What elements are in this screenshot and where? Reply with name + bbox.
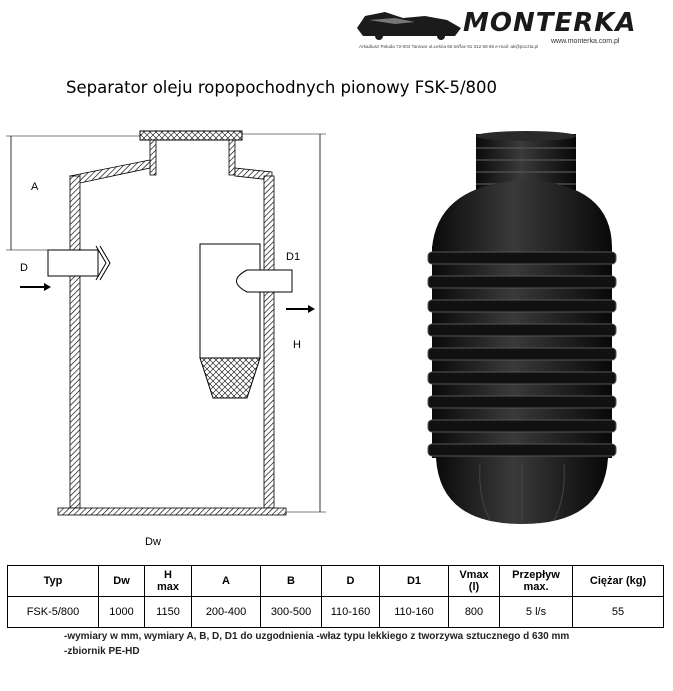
- dimension-label-a: A: [31, 181, 39, 193]
- cell-hmax: 1150: [145, 597, 192, 628]
- document-title: Separator oleju ropopochodnych pionowy FSK-5/800: [66, 78, 498, 97]
- inlet-pipe: [48, 250, 98, 276]
- base-plate: [58, 508, 286, 515]
- separator-cross-section-diagram: [0, 120, 340, 520]
- logo-address: Arkadiusz Paluda 72-004 Tanowo ul.Leśna 65 tel/fax 91 312 68 65 e-mail: ak@poczta.pl: [359, 44, 539, 49]
- col-header-typ: Typ: [8, 566, 99, 597]
- cell-d: 110-160: [322, 597, 380, 628]
- note-dimensions: -wymiary w mm, wymiary A, B, D, D1 do uzgodnienia -właz typu lekkiego z tworzywa sztucznego d 630 mm: [64, 631, 570, 642]
- dimension-label-d1: D1: [286, 251, 301, 263]
- cell-ciezar: 55: [573, 597, 664, 628]
- col-header-ciezar: Ciężar (kg): [573, 566, 664, 597]
- dimension-label-d: D: [20, 262, 28, 274]
- right-wall: [264, 176, 274, 508]
- separator-tank-image: [420, 128, 620, 528]
- note-material: -zbiornik PE-HD: [64, 646, 140, 657]
- table-header-row: [8, 566, 664, 597]
- cell-a: 200-400: [192, 597, 261, 628]
- truck-logo-icon: [355, 6, 465, 42]
- table-row: [8, 597, 664, 628]
- col-header-d: D: [322, 566, 380, 597]
- cell-d1: 110-160: [380, 597, 449, 628]
- manhole-lid: [140, 131, 242, 140]
- cell-przeplyw: 5 l/s: [500, 597, 573, 628]
- specification-table: [7, 565, 664, 628]
- company-logo: [355, 4, 671, 52]
- logo-url: www.monterka.com.pl: [551, 38, 620, 45]
- col-header-d1: D1: [380, 566, 449, 597]
- col-header-hmax: H max: [145, 566, 192, 597]
- col-header-przeplyw: Przepływ max.: [500, 566, 573, 597]
- cell-typ: FSK-5/800: [8, 597, 99, 628]
- col-header-dw: Dw: [99, 566, 145, 597]
- logo-wordmark: MONTERKA: [463, 8, 637, 38]
- cell-b: 300-500: [261, 597, 322, 628]
- col-header-b: B: [261, 566, 322, 597]
- cell-dw: 1000: [99, 597, 145, 628]
- dimension-label-h: H: [293, 339, 301, 351]
- cell-vmax: 800: [449, 597, 500, 628]
- col-header-vmax: Vmax (l): [449, 566, 500, 597]
- dimension-label-dw: Dw: [145, 536, 161, 548]
- outlet-pipe: [237, 270, 293, 292]
- coalescing-filter: [200, 244, 260, 358]
- col-header-a: A: [192, 566, 261, 597]
- left-wall: [70, 176, 80, 508]
